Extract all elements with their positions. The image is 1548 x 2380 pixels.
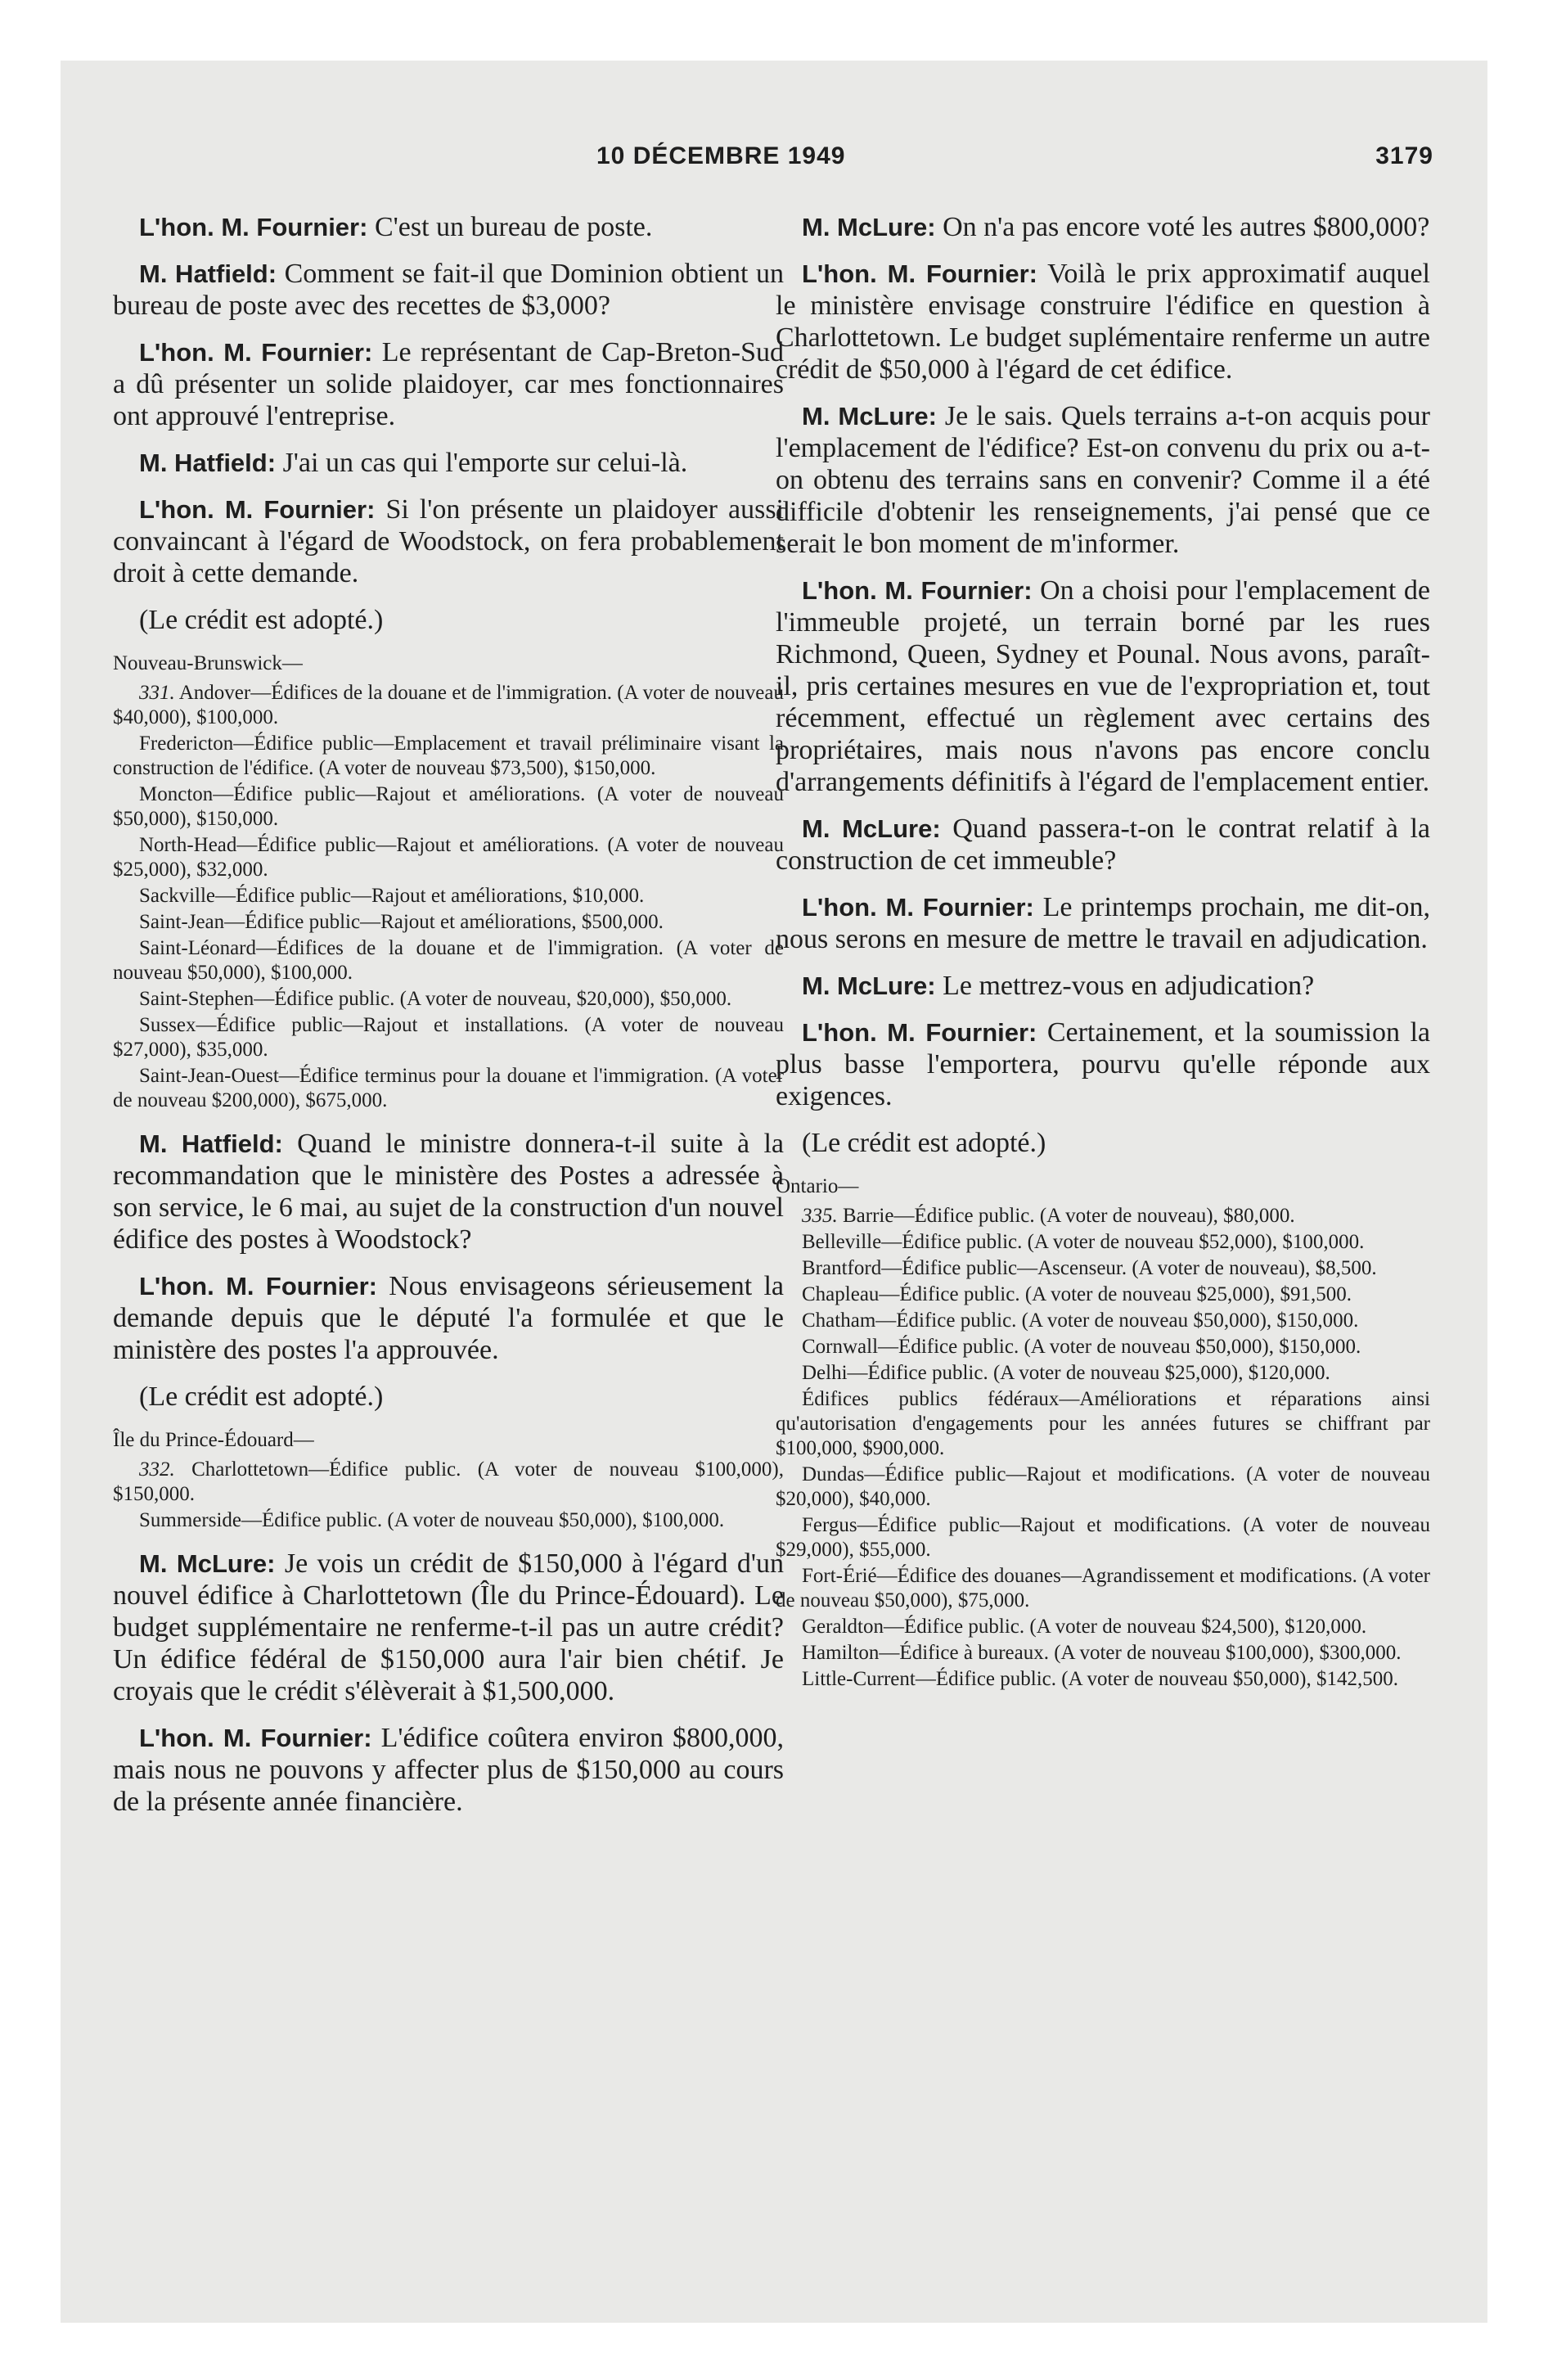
speech-paragraph	[776, 211, 1430, 243]
item-number: 335.	[802, 1205, 838, 1227]
appropriation-item	[776, 1204, 1430, 1228]
speech-text: Nous envisageons sérieusement la demande depuis que le député l'a formulée et que le ministère des postes l'a approuvée.	[113, 1271, 784, 1365]
item-number: 331.	[139, 682, 175, 704]
appropriation-item	[776, 1463, 1430, 1512]
speech-text: Certainement, et la soumission la plus basse l'emportera, pourvu qu'elle réponde aux exigences.	[776, 1017, 1430, 1111]
speaker-name: L'hon. M. Fournier:	[802, 1018, 1037, 1047]
item-text: Geraldton—Édifice public. (A voter de nouveau $24,500), $120,000.	[802, 1616, 1367, 1638]
item-text: Cornwall—Édifice public. (A voter de nouveau $50,000), $150,000.	[802, 1336, 1361, 1358]
item-text: Saint-Jean-Ouest—Édifice terminus pour la douane et l'immigration. (A voter de nouveau $200,000), $675,000.	[113, 1065, 784, 1111]
vote-adopted-note: (Le crédit est adopté.)	[802, 1128, 1046, 1158]
appropriation-item	[113, 782, 784, 832]
speech-paragraph	[776, 891, 1430, 955]
speech-paragraph	[113, 494, 784, 589]
speaker-name: M. Hatfield:	[139, 449, 277, 477]
appropriation-item	[113, 936, 784, 985]
speech-text: Si l'on présente un plaidoyer aussi convaincant à l'égard de Woodstock, on fera probablement droit à cette demande.	[113, 494, 784, 588]
speech-text: Quand le ministre donnera-t-il suite à la recommandation que le ministère des Postes a adressée à son service, le 6 mai, au sujet de la construction d'un nouvel édifice des postes à Woodstock?	[113, 1129, 784, 1255]
item-text: Saint-Stephen—Édifice public. (A voter de nouveau, $20,000), $50,000.	[139, 988, 732, 1010]
speaker-name: L'hon. M. Fournier:	[802, 259, 1037, 288]
speaker-name: L'hon. M. Fournier:	[139, 495, 376, 524]
item-text: Little-Current—Édifice public. (A voter de nouveau $50,000), $142,500.	[802, 1668, 1398, 1690]
item-text: Fergus—Édifice public—Rajout et modifications. (A voter de nouveau $29,000), $55,000.	[776, 1514, 1430, 1561]
speech-paragraph	[113, 336, 784, 432]
speaker-name: L'hon. M. Fournier:	[802, 576, 1033, 605]
item-text: Chatham—Édifice public. (A voter de nouveau $50,000), $150,000.	[802, 1309, 1359, 1332]
speech-paragraph	[113, 1548, 784, 1707]
vote-adopted-note: (Le crédit est adopté.)	[139, 1382, 384, 1412]
speech-text: On n'a pas encore voté les autres $800,000?	[943, 212, 1430, 242]
speech-paragraph	[776, 258, 1430, 385]
item-text: Fredericton—Édifice public—Emplacement et travail préliminaire visant la construction de l'édifice. (A voter de nouveau $73,500), $150,000.	[113, 732, 784, 779]
appropriation-item	[776, 1230, 1430, 1255]
speaker-name: L'hon. M. Fournier:	[802, 893, 1034, 922]
speech-paragraph	[113, 1270, 784, 1366]
province-heading: Île du Prince-Édouard—	[113, 1429, 314, 1451]
appropriation-item	[776, 1615, 1430, 1639]
speaker-name: L'hon. M. Fournier:	[139, 1272, 377, 1300]
appropriation-item	[776, 1256, 1430, 1281]
speech-paragraph	[776, 1016, 1430, 1112]
appropriation-item	[113, 910, 784, 935]
speaker-name: M. McLure:	[802, 971, 936, 1000]
speech-paragraph	[113, 1722, 784, 1818]
speech-paragraph	[113, 258, 784, 322]
vote-adopted-note: (Le crédit est adopté.)	[139, 605, 384, 635]
speaker-name: M. McLure:	[802, 213, 936, 241]
item-text: Barrie—Édifice public. (A voter de nouveau), $80,000.	[843, 1205, 1295, 1227]
speaker-name: M. Hatfield:	[139, 259, 277, 288]
speech-paragraph	[113, 447, 784, 479]
speaker-name: L'hon. M. Fournier:	[139, 1724, 372, 1752]
item-text: Andover—Édifices de la douane et de l'immigration. (A voter de nouveau $40,000), $100,000.	[113, 682, 784, 728]
speech-paragraph	[776, 575, 1430, 798]
speech-paragraph	[776, 970, 1430, 1002]
item-text: Hamilton—Édifice à bureaux. (A voter de nouveau $100,000), $300,000.	[802, 1642, 1402, 1664]
speaker-name: L'hon. M. Fournier:	[139, 213, 368, 241]
item-text: Moncton—Édifice public—Rajout et améliorations. (A voter de nouveau $50,000), $150,000.	[113, 783, 784, 830]
appropriation-item	[113, 987, 784, 1012]
speech-text: Je le sais. Quels terrains a-t-on acquis pour l'emplacement de l'édifice? Est-on convenu du prix ou a-t-on obtenu des terrains sans en convenir? Comme il a été difficile d'obtenir les renseignements, j'ai pensé que ce serait le bon moment de m'informer.	[776, 401, 1430, 559]
item-text: North-Head—Édifice public—Rajout et améliorations. (A voter de nouveau $25,000), $32,000.	[113, 834, 784, 881]
speaker-name: L'hon. M. Fournier:	[139, 338, 373, 367]
speech-text: Je vois un crédit de $150,000 à l'égard d'un nouvel édifice à Charlottetown (Île du Prince-Édouard). Le budget supplémentaire ne renferme-t-il pas un autre crédit? Un édifice fédéral de $150,000 aura l'air bien chétif. Je croyais que le crédit s'élèverait à $1,500,000.	[113, 1548, 784, 1706]
item-text: Édifices publics fédéraux—Améliorations et réparations ainsi qu'autorisation d'engagements pour les années futures se chiffrant par $100,000, $900,000.	[776, 1388, 1430, 1459]
province-heading: Ontario—	[776, 1175, 859, 1197]
item-text: Sackville—Édifice public—Rajout et améliorations, $10,000.	[139, 885, 645, 907]
speech-text: Quand passera-t-on le contrat relatif à la construction de cet immeuble?	[776, 814, 1430, 876]
page-number: 3179	[1375, 142, 1433, 169]
speech-text: Le mettrez-vous en adjudication?	[943, 971, 1315, 1001]
appropriation-item	[776, 1335, 1430, 1359]
item-text: Fort-Érié—Édifice des douanes—Agrandissement et modifications. (A voter de nouveau $50,000), $75,000.	[776, 1565, 1430, 1611]
appropriation-item	[113, 1458, 784, 1507]
item-text: Dundas—Édifice public—Rajout et modifications. (A voter de nouveau $20,000), $40,000.	[776, 1463, 1430, 1510]
item-text: Saint-Jean—Édifice public—Rajout et améliorations, $500,000.	[139, 911, 664, 933]
speech-paragraph	[776, 400, 1430, 560]
page-header	[61, 142, 1487, 183]
speech-text: Le représentant de Cap-Breton-Sud a dû présenter un solide plaidoyer, car mes fonctionnaires ont approuvé l'entreprise.	[113, 337, 784, 431]
page	[61, 61, 1487, 2323]
spacer	[113, 1535, 784, 1548]
header-date: 10 DÉCEMBRE 1949	[596, 142, 846, 169]
appropriation-item	[776, 1667, 1430, 1692]
right-column	[776, 211, 1430, 1693]
item-text: Delhi—Édifice public. (A voter de nouveau $25,000), $120,000.	[802, 1362, 1330, 1384]
speech-paragraph	[113, 1128, 784, 1255]
speaker-name: M. McLure:	[139, 1549, 276, 1578]
appropriation-item	[776, 1309, 1430, 1333]
speech-text: Comment se fait-il que Dominion obtient un bureau de poste avec des recettes de $3,000?	[113, 259, 784, 321]
item-text: Charlottetown—Édifice public. (A voter de nouveau $100,000), $150,000.	[113, 1458, 785, 1505]
item-text: Sussex—Édifice public—Rajout et installations. (A voter de nouveau $27,000), $35,000.	[113, 1014, 784, 1061]
speaker-name: M. McLure:	[802, 814, 941, 843]
speech-paragraph	[776, 813, 1430, 877]
appropriation-item	[113, 681, 784, 730]
appropriation-item	[113, 1064, 784, 1113]
item-text: Saint-Léonard—Édifices de la douane et de l'immigration. (A voter de nouveau $50,000), $100,000.	[113, 937, 784, 984]
appropriation-item	[776, 1513, 1430, 1562]
speech-text: J'ai un cas qui l'emporte sur celui-là.	[282, 448, 688, 478]
left-column	[113, 211, 784, 1832]
item-text: Summerside—Édifice public. (A voter de nouveau $50,000), $100,000.	[139, 1509, 725, 1531]
appropriation-item	[113, 732, 784, 781]
speech-text: Le printemps prochain, me dit-on, nous serons en mesure de mettre le travail en adjudication.	[776, 892, 1430, 954]
appropriation-item	[776, 1282, 1430, 1307]
province-heading: Nouveau-Brunswick—	[113, 652, 303, 674]
appropriation-item	[113, 833, 784, 882]
speech-text: Voilà le prix approximatif auquel le ministère envisage construire l'édifice en question à Charlottetown. Le budget suplémentaire renferme un autre crédit de $50,000 à l'égard de cet édifice.	[776, 259, 1430, 385]
appropriation-item	[113, 1013, 784, 1062]
item-text: Belleville—Édifice public. (A voter de nouveau $52,000), $100,000.	[802, 1231, 1365, 1253]
item-text: Brantford—Édifice public—Ascenseur. (A voter de nouveau), $8,500.	[802, 1257, 1377, 1279]
appropriation-item	[776, 1564, 1430, 1613]
speaker-name: M. McLure:	[802, 402, 937, 430]
speech-paragraph	[113, 211, 784, 243]
speech-text: L'édifice coûtera environ $800,000, mais nous ne pouvons y affecter plus de $150,000 au cours de la présente année financière.	[113, 1723, 784, 1817]
appropriation-item	[113, 1508, 784, 1533]
appropriation-item	[113, 884, 784, 908]
appropriation-item	[776, 1361, 1430, 1386]
speech-text: C'est un bureau de poste.	[374, 212, 653, 242]
appropriation-item	[776, 1387, 1430, 1461]
spacer	[113, 1115, 784, 1128]
item-number: 332.	[139, 1458, 175, 1481]
speaker-name: M. Hatfield:	[139, 1129, 283, 1158]
speech-text: On a choisi pour l'emplacement de l'immeuble projeté, un terrain borné par les rues Richmond, Queen, Sydney et Pounal. Nous avons, paraît-il, pris certaines mesures en vue de l'expropriation et, tout récemment, effectué un règlement avec certains des propriétaires, mais nous n'avons pas encore conclu d'arrangements définitifs à l'égard de l'emplacement entier.	[776, 575, 1430, 797]
item-text: Chapleau—Édifice public. (A voter de nouveau $25,000), $91,500.	[802, 1283, 1352, 1305]
appropriation-item	[776, 1641, 1430, 1666]
